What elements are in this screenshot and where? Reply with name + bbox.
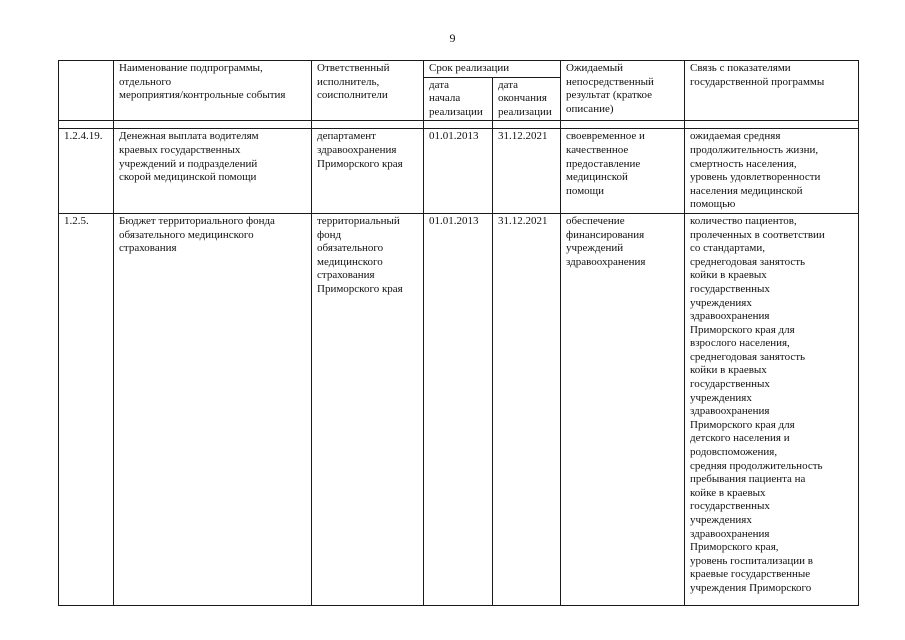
row-start-date: 01.01.2013 <box>424 213 493 605</box>
spacer-cell <box>59 121 114 129</box>
row-indicators: ожидаемая средняя продолжительность жизни, смертность населения, уровень удовлетворенности населения медицинской помощью <box>685 129 859 214</box>
row-end-date: 31.12.2021 <box>493 129 561 214</box>
header-responsible: Ответственный исполнитель, соисполнители <box>312 61 424 121</box>
header-end-date: дата окончания реализации <box>493 77 561 121</box>
row-end-date: 31.12.2021 <box>493 213 561 605</box>
header-row-top <box>59 61 859 78</box>
row-expected-result: своевременное и качественное предоставление медицинской помощи <box>561 129 685 214</box>
header-period: Срок реализации <box>424 61 561 78</box>
row-name: Бюджет территориального фонда обязательного медицинского страхования <box>114 213 312 605</box>
table-row <box>59 213 859 605</box>
header-start-date: дата начала реализации <box>424 77 493 121</box>
row-expected-result: обеспечение финансирования учреждений здравоохранения <box>561 213 685 605</box>
row-name: Денежная выплата водителям краевых государственных учреждений и подразделений скорой медицинской помощи <box>114 129 312 214</box>
row-responsible: департамент здравоохранения Приморского края <box>312 129 424 214</box>
header-expected-result: Ожидаемый непосредственный результат (краткое описание) <box>561 61 685 121</box>
row-number: 1.2.5. <box>59 213 114 605</box>
row-start-date: 01.01.2013 <box>424 129 493 214</box>
row-responsible: территориальный фонд обязательного медицинского страхования Приморского края <box>312 213 424 605</box>
row-indicators: количество пациентов, пролеченных в соответствии со стандартами, среднегодовая занятость койки в краевых государственных учреждениях здравоохранения Приморского края для взрослого населения, среднегодовая занятость койки в краевых государственных учреждениях здравоохранения Приморского края для детского населения и родовспоможения, средняя продолжительность пребывания пациента на койке в краевых государственных учреждениях здравоохранения Приморского края, уровень госпитализации в краевые государственные учреждения Приморского <box>685 213 859 605</box>
header-name: Наименование подпрограммы, отдельного мероприятия/контрольные события <box>114 61 312 121</box>
spacer-cell <box>424 121 493 129</box>
program-plan-table <box>58 60 859 606</box>
table-row <box>59 129 859 214</box>
header-indicators: Связь с показателями государственной программы <box>685 61 859 121</box>
spacer-cell <box>493 121 561 129</box>
spacer-cell <box>114 121 312 129</box>
page-number: 9 <box>449 31 456 45</box>
row-number: 1.2.4.19. <box>59 129 114 214</box>
spacer-cell <box>685 121 859 129</box>
spacer-cell <box>561 121 685 129</box>
spacer-row <box>59 121 859 129</box>
header-number <box>59 61 114 121</box>
spacer-cell <box>312 121 424 129</box>
